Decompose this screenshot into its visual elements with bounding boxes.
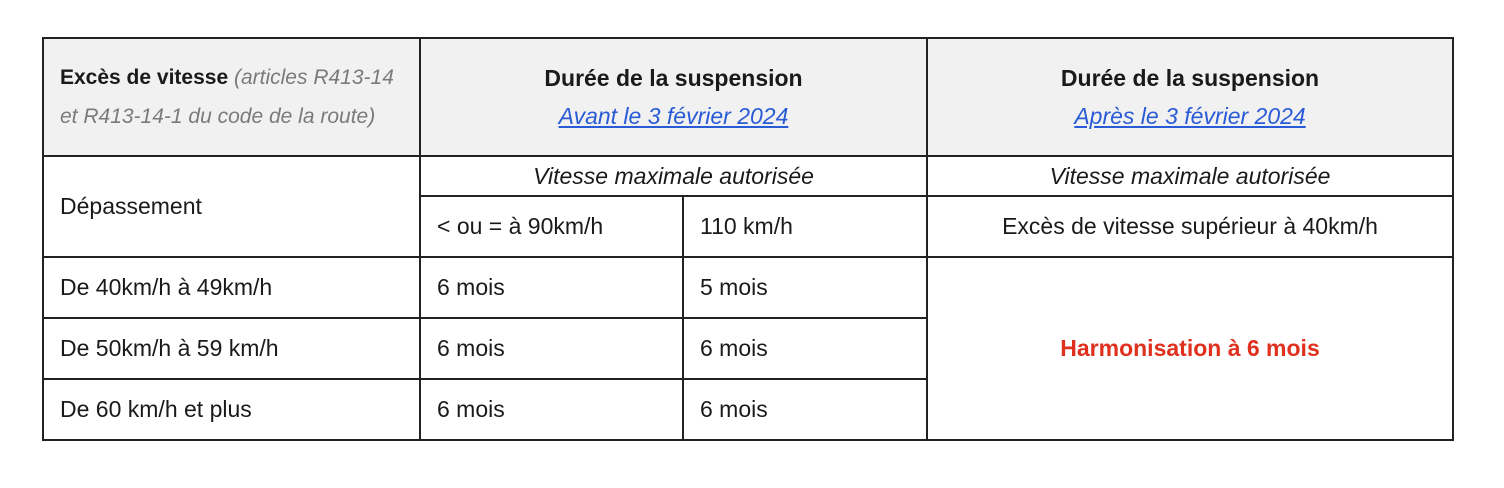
- speed-90-label: < ou = à 90km/h: [437, 213, 604, 239]
- row-label: De 40km/h à 49km/h: [60, 274, 273, 300]
- after-date-link[interactable]: Après le 3 février 2024: [1074, 103, 1306, 129]
- row-v90: 6 mois: [437, 274, 505, 300]
- after-result-cell: [927, 257, 1453, 440]
- after-result-label: Harmonisation à 6 mois: [1060, 335, 1320, 361]
- row-label-cell: [43, 379, 420, 440]
- before-title: Durée de la suspension: [544, 65, 803, 91]
- table-row: [43, 257, 1453, 318]
- row-v90-cell: [420, 379, 683, 440]
- suspension-table: [42, 37, 1454, 441]
- header-cell-before: [420, 38, 927, 156]
- after-speed-limit-cell: [927, 156, 1453, 196]
- row-v90: 6 mois: [437, 335, 505, 361]
- header-cell-after: [927, 38, 1453, 156]
- overspeed-label: Dépassement: [60, 193, 202, 219]
- subheader-row: [43, 156, 1453, 196]
- after-detail-label: Excès de vitesse supérieur à 40km/h: [1002, 213, 1378, 239]
- overspeed-label-cell: [43, 156, 420, 257]
- excess-note: (articles R413-14 et R413-14-1 du code de la route): [60, 66, 394, 128]
- row-v110: 5 mois: [700, 274, 768, 300]
- before-speed-limit-cell: [420, 156, 927, 196]
- excess-title: Excès de vitesse: [60, 66, 229, 89]
- after-speed-limit-label: Vitesse maximale autorisée: [1049, 162, 1331, 189]
- row-v110: 6 mois: [700, 335, 768, 361]
- before-date-link[interactable]: Avant le 3 février 2024: [558, 103, 789, 129]
- row-label: De 60 km/h et plus: [60, 396, 252, 422]
- before-speed-limit-label: Vitesse maximale autorisée: [533, 162, 814, 189]
- speed-110-cell: [683, 196, 927, 257]
- row-v110-cell: [683, 257, 927, 318]
- speed-110-label: 110 km/h: [700, 213, 793, 239]
- row-label-cell: [43, 257, 420, 318]
- row-v90-cell: [420, 318, 683, 379]
- table-header-row: [43, 38, 1453, 156]
- row-label: De 50km/h à 59 km/h: [60, 335, 279, 361]
- row-v110-cell: [683, 318, 927, 379]
- after-detail-cell: [927, 196, 1453, 257]
- speed-90-cell: [420, 196, 683, 257]
- row-label-cell: [43, 318, 420, 379]
- row-v110: 6 mois: [700, 396, 768, 422]
- header-cell-excess: [43, 38, 420, 156]
- row-v90-cell: [420, 257, 683, 318]
- row-v110-cell: [683, 379, 927, 440]
- after-title: Durée de la suspension: [1060, 65, 1320, 91]
- row-v90: 6 mois: [437, 396, 505, 422]
